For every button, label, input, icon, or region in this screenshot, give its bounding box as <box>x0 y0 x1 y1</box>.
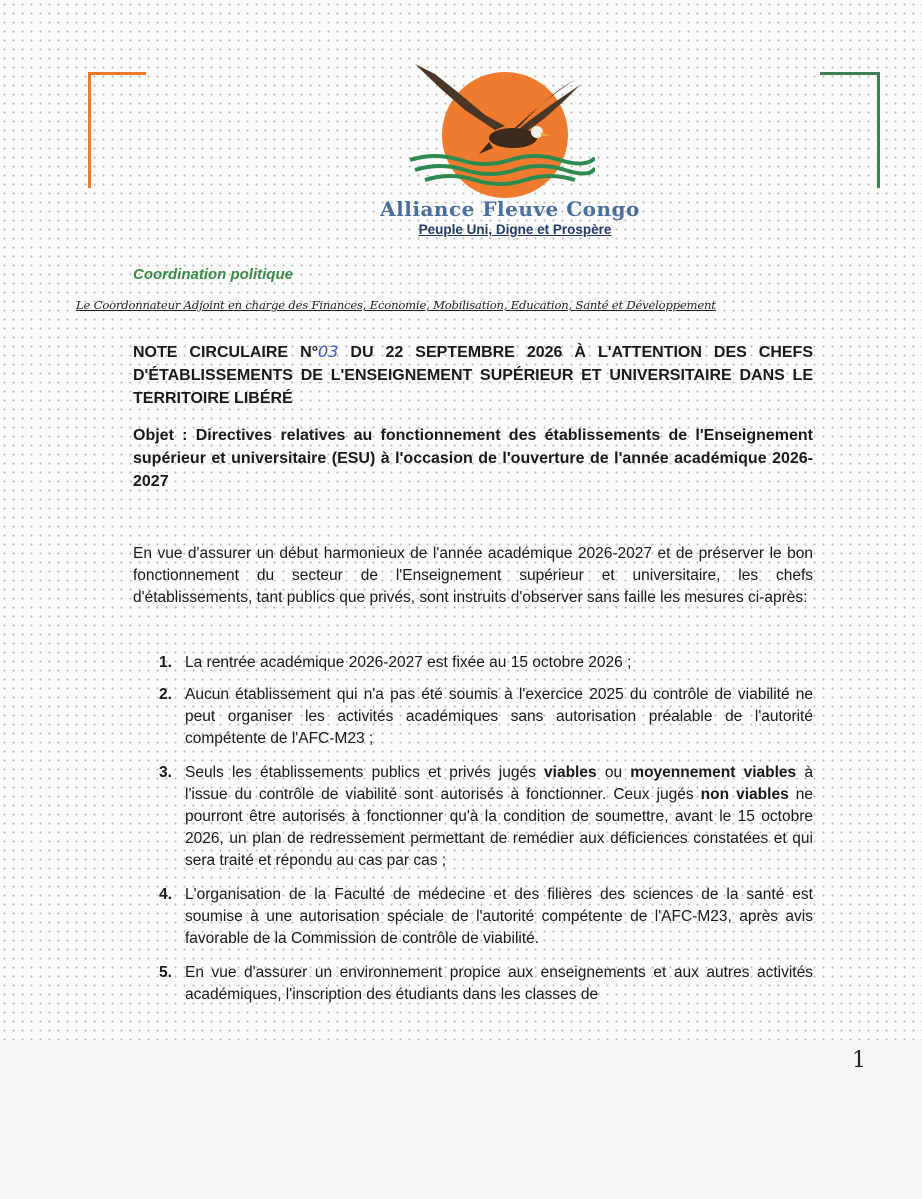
list-item-emphasis: moyennement viables <box>630 764 797 781</box>
intro-paragraph: En vue d'assurer un début harmonieux de l'année académique 2026-2027 et de préserver le bon fonctionnement du secteur de l'Enseignement supérieur et universitaire, les chefs d'établissements, tant publics que privés, sont instruits d'observer sans faille les mesures ci-après: <box>133 545 813 606</box>
list-item <box>133 962 813 1006</box>
list-item-emphasis: non viables <box>700 786 789 803</box>
list-item-text: ne pourront être autorisés à fonctionner qu'à la condition de soumettre, avant le 15 octobre 2026, un plan de redressement permettant de remédier aux déficiences constatées et qui sera traité et répondu au cas par cas ; <box>185 786 813 869</box>
directives-list <box>133 652 813 1006</box>
corner-mark-left <box>88 72 146 75</box>
list-item <box>133 884 813 950</box>
list-item-emphasis: viables <box>544 764 597 781</box>
list-item <box>133 762 813 872</box>
list-item-number: 1. <box>159 654 172 671</box>
list-item-text: Seuls les établissements publics et privés jugés <box>185 764 545 781</box>
page-number: 1 <box>852 1048 866 1073</box>
circular-number-handwritten: 03 <box>318 342 339 361</box>
eagle-sun-river-logo-icon <box>405 60 595 200</box>
heading-prefix: NOTE CIRCULAIRE N° <box>133 344 319 361</box>
list-item-number: 2. <box>159 686 172 703</box>
corner-mark-right <box>820 72 880 75</box>
organization-name: Alliance Fleuve Congo <box>380 197 640 221</box>
coordinator-title: Le Coordonnateur Adjoint en charge des Finances, Economie, Mobilisation, Education, Santé et Développement <box>76 298 716 312</box>
corner-mark-right-vertical <box>877 72 880 188</box>
page-bottom-margin <box>0 1040 922 1199</box>
heading-rest: DU 22 SEPTEMBRE 2026 À L'ATTENTION DES CHEFS D'ÉTABLISSEMENTS DE L'ENSEIGNEMENT SUPÉRIEUR ET UNIVERSITAIRE DANS LE TERRITOIRE LIBÉRÉ <box>133 344 814 407</box>
organization-motto: Peuple Uni, Digne et Prospère <box>418 222 612 237</box>
list-item <box>133 684 813 750</box>
list-item-text: L'organisation de la Faculté de médecine et des filières des sciences de la santé est soumise à une autorisation spéciale de l'autorité compétente de l'AFC-M23, après avis favorable de la Commission de contrôle de viabilité. <box>185 886 813 947</box>
circular-heading <box>133 340 813 410</box>
corner-mark-left-vertical <box>88 72 91 188</box>
subject-line: Objet : Directives relatives au fonctionnement des établissements de l'Enseignement supérieur et universitaire (ESU) à l'occasion de l'ouverture de l'année académique 2026-2027 <box>133 427 813 490</box>
list-item-text: Aucun établissement qui n'a pas été soumis à l'exercice 2025 du contrôle de viabilité ne peut organiser les activités académiques sans autorisation préalable de l'autorité compétente de l'AFC-M23 ; <box>185 686 813 747</box>
list-item <box>133 652 813 674</box>
list-item-text: La rentrée académique 2026-2027 est fixée au 15 octobre 2026 ; <box>185 654 632 671</box>
list-item-text: En vue d'assurer un environnement propice aux enseignements et aux autres activités académiques, l'inscription des étudiants dans les classes de <box>185 964 813 1003</box>
list-item-text: ou <box>596 764 631 781</box>
list-item-number: 5. <box>159 964 172 981</box>
list-item-text: à l'issue du contrôle de viabilité sont autorisés à fonctionner. Ceux jugés <box>185 764 813 803</box>
department-label: Coordination politique <box>133 266 293 283</box>
list-item-number: 3. <box>159 764 172 781</box>
list-item-number: 4. <box>159 886 172 903</box>
